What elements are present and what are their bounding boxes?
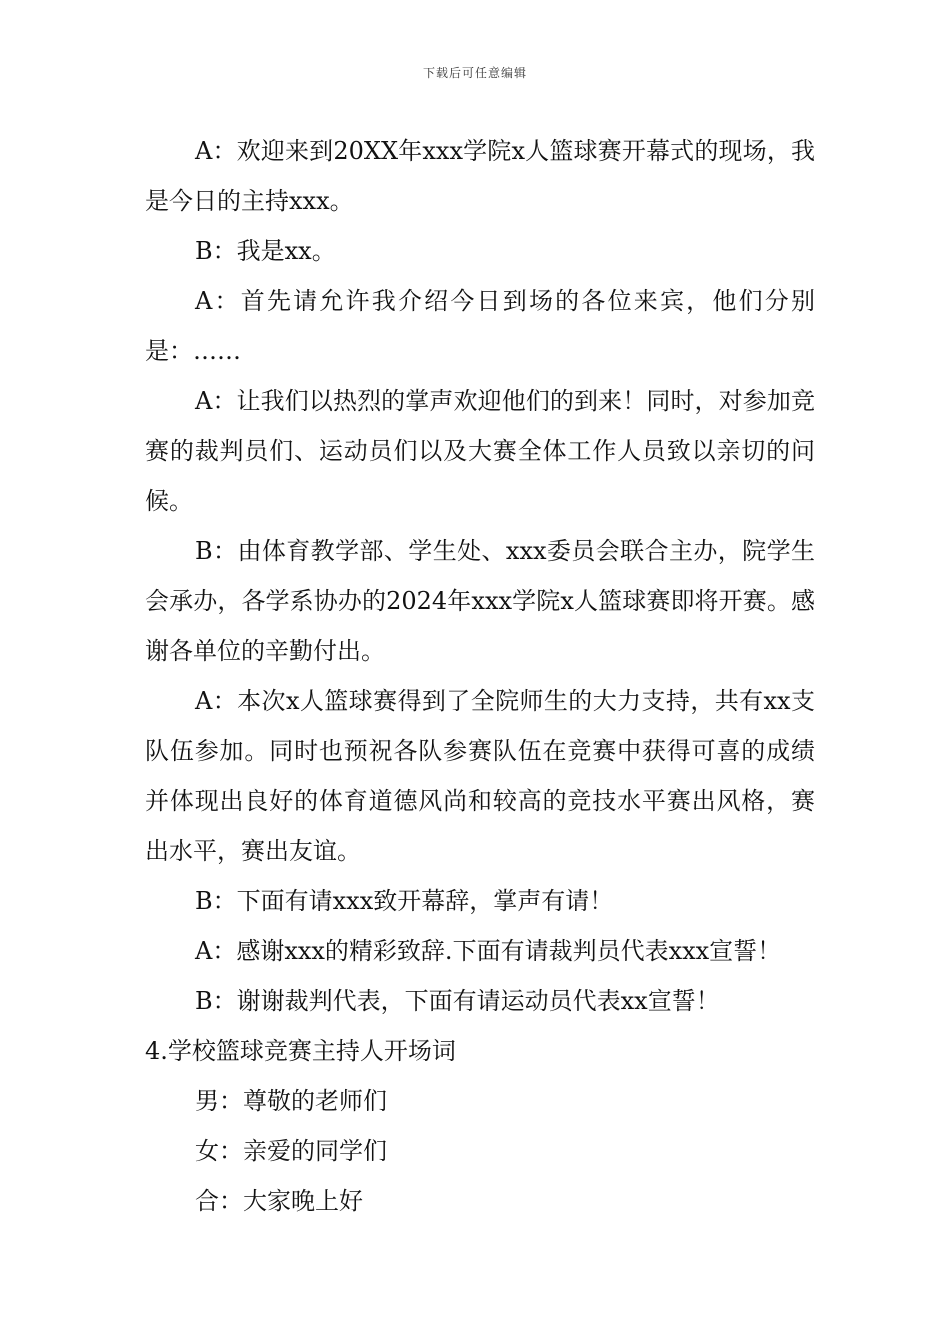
dialog-line-together: 合：大家晚上好 (195, 1187, 363, 1215)
paragraph-1: A：欢迎来到20XX年xxx学院x人篮球赛开幕式的现场，我是今日的主持xxx。 (145, 137, 815, 215)
paragraph-8: A：感谢xxx的精彩致辞.下面有请裁判员代表xxx宣誓！ (195, 937, 782, 965)
paragraph-3: A：首先请允许我介绍今日到场的各位来宾，他们分别是：…… (145, 287, 815, 365)
paragraph-6: A：本次x人篮球赛得到了全院师生的大力支持，共有xx支队伍参加。同时也预祝各队参赛队伍在竞赛中获得可喜的成绩并体现出良好的体育道德风尚和较高的竞技水平赛出风格，赛出水平，赛出友谊。 (145, 687, 815, 865)
section-heading: 4.学校篮球竞赛主持人开场词 (145, 1037, 456, 1065)
paragraph-9: B：谢谢裁判代表，下面有请运动员代表xx宣誓！ (195, 987, 720, 1015)
page-header: 下载后可任意编辑 (422, 66, 527, 80)
paragraph-5: B：由体育教学部、学生处、xxx委员会联合主办，院学生会承办，各学系协办的2024年xxx学院x人篮球赛即将开赛。感谢各单位的辛勤付出。 (145, 537, 815, 665)
paragraph-2: B：我是xx。 (195, 237, 336, 265)
dialog-line-female: 女：亲爱的同学们 (195, 1137, 387, 1165)
paragraph-4: A：让我们以热烈的掌声欢迎他们的到来！同时，对参加竞赛的裁判员们、运动员们以及大赛全体工作人员致以亲切的问候。 (145, 387, 815, 515)
dialog-line-male: 男：尊敬的老师们 (195, 1087, 387, 1115)
paragraph-7: B：下面有请xxx致开幕辞，掌声有请！ (195, 887, 614, 915)
document-body (145, 126, 815, 1226)
